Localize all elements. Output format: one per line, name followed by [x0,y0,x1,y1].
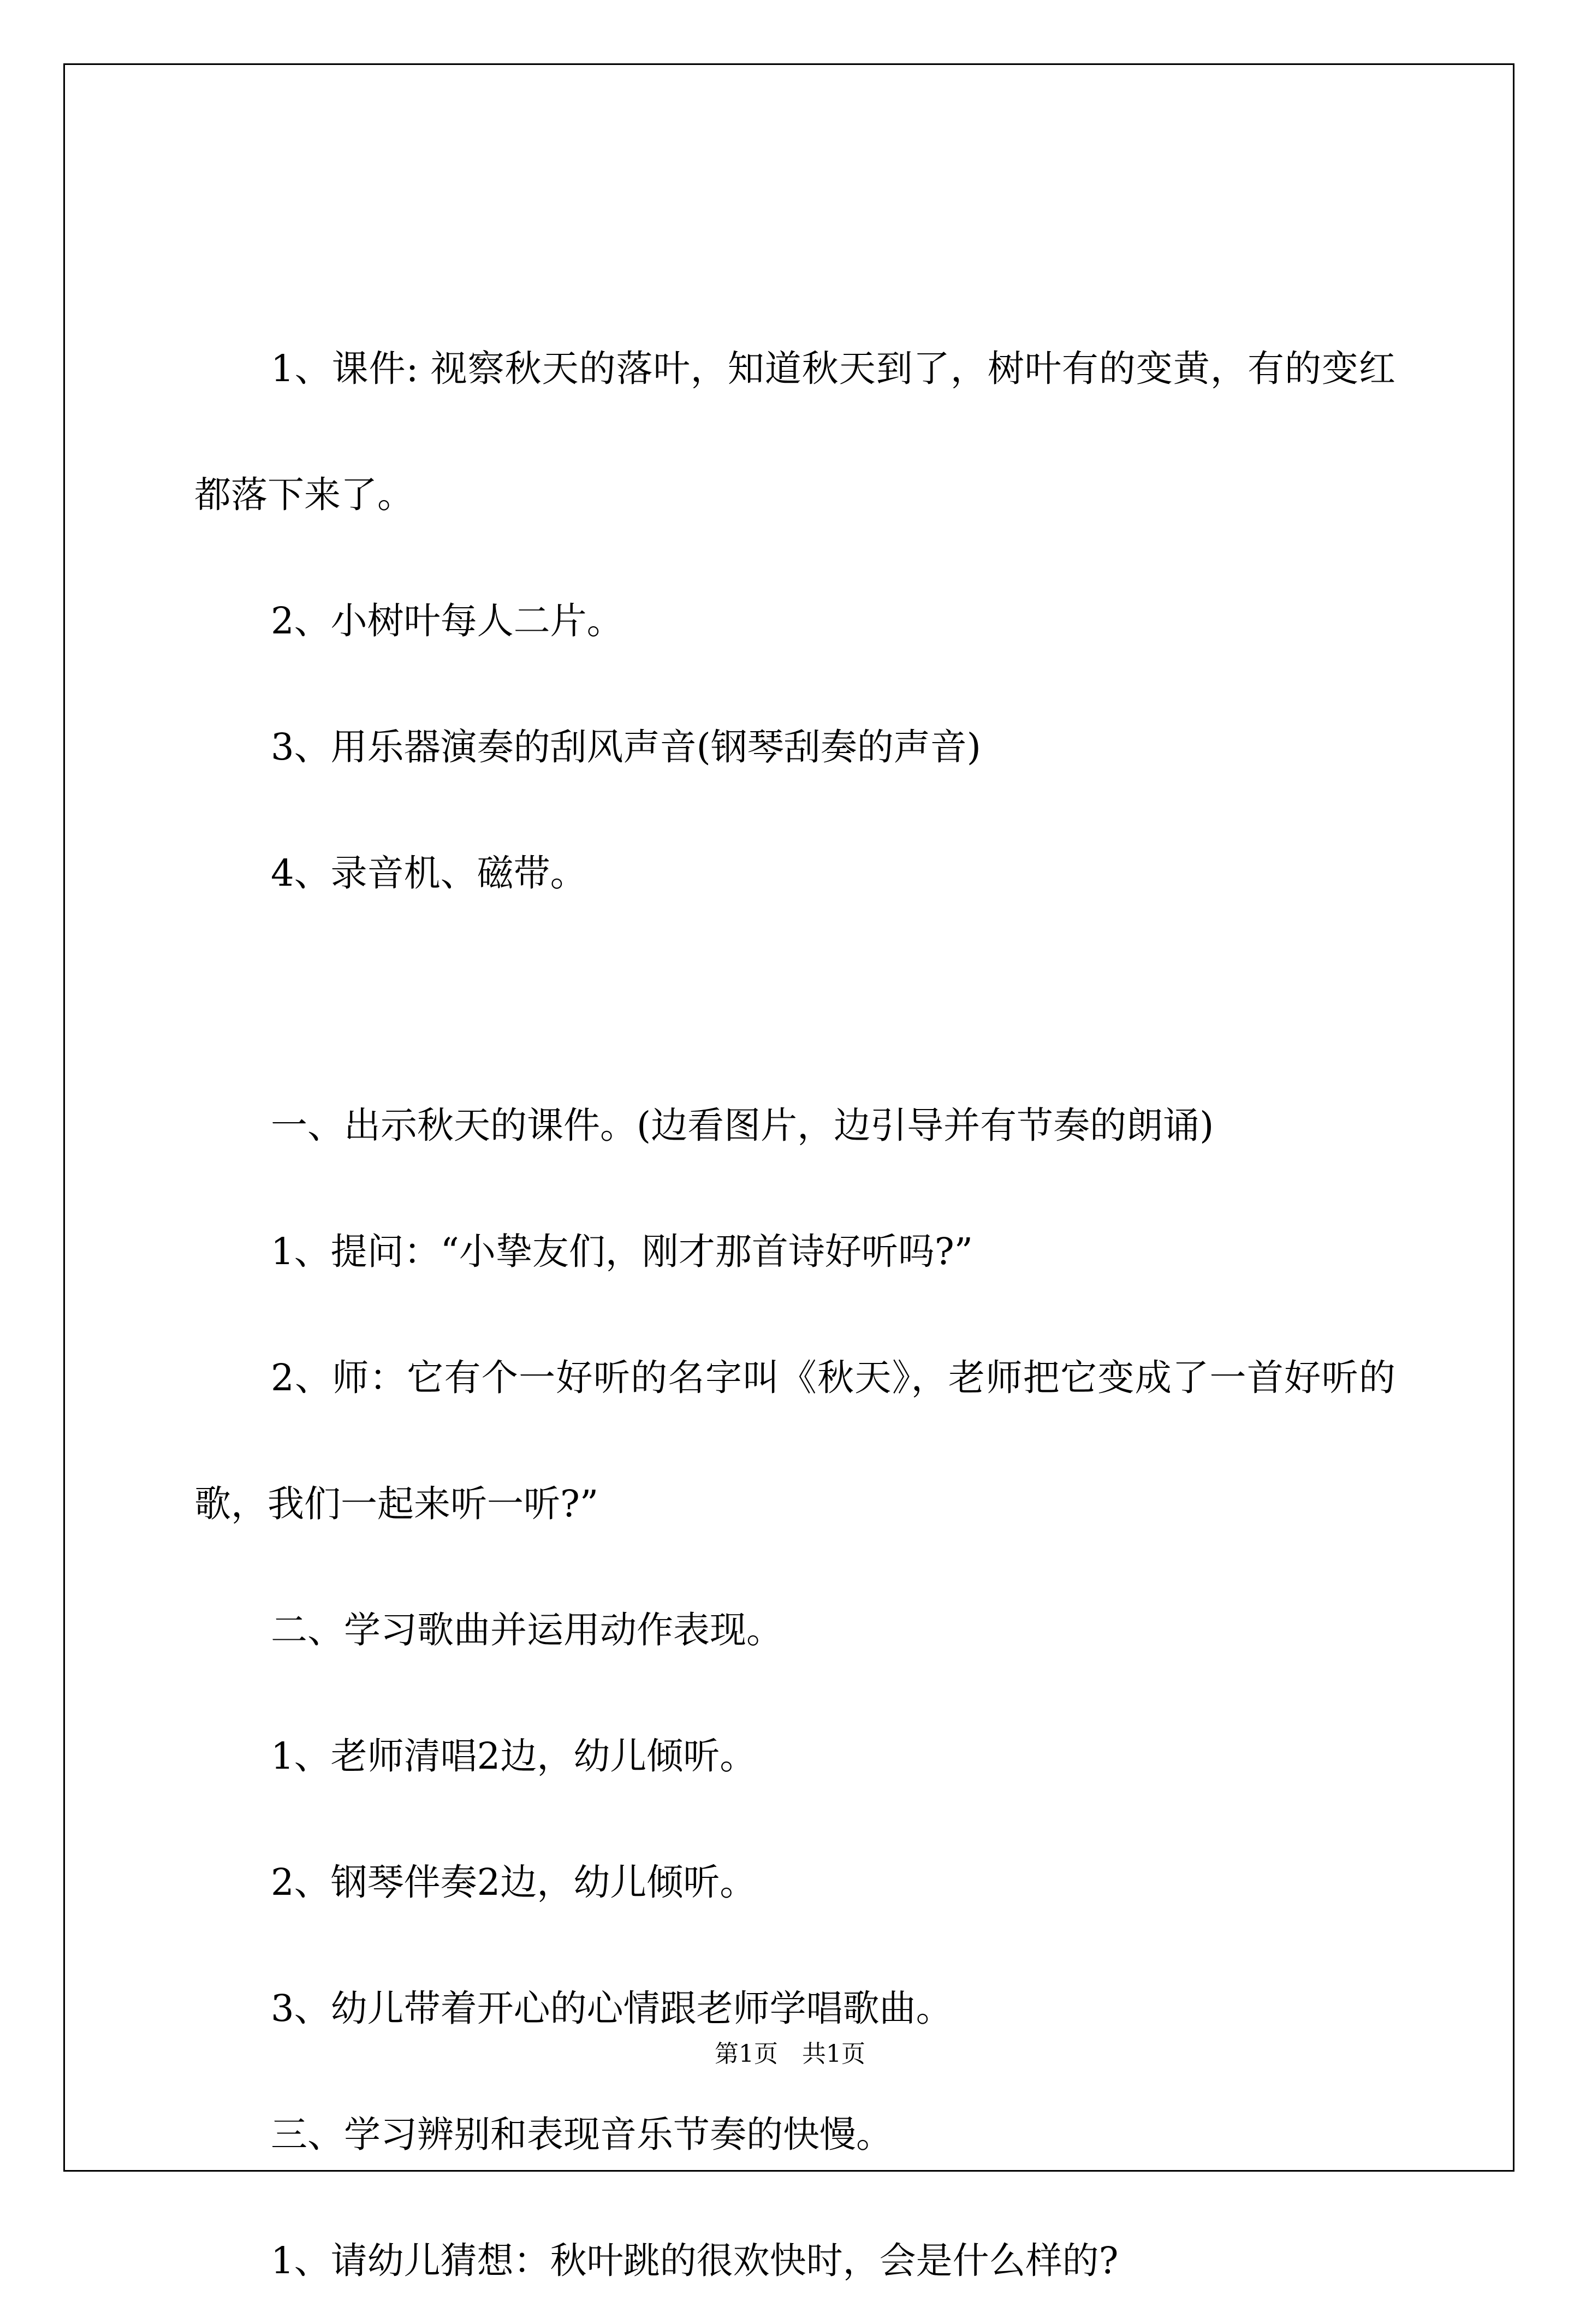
page-footer: 第1页 共1页 [715,2040,865,2068]
paragraph: 4、录音机、磁带。 [271,852,587,894]
paragraph: 1、老师清唱2边，幼儿倾听。 [271,1735,757,1777]
paragraph: 3、幼儿带着开心的心情跟老师学唱歌曲。 [271,1987,953,2030]
document-body [194,306,1395,2324]
paragraph: 2、小树叶每人二片。 [271,600,623,642]
paragraph: 一、出示秋天的课件。(边看图片，边引导并有节奏的朗诵) [271,1104,1214,1147]
paragraph: 1、提问：“小挚友们，刚才那首诗好听吗?” [271,1230,973,1273]
paragraph: 2、钢琴伴奏2边，幼儿倾听。 [271,1861,757,1904]
section-gap [194,936,1395,1063]
paragraph: 1、课件: 视察秋天的落叶，知道秋天到了，树叶有的变黄，有的变红都落下来了。 [194,347,1395,516]
paragraph: 2、师：它有个一好听的名字叫《秋天》，老师把它变成了一首好听的歌，我们一起来听一听?” [194,1356,1395,1525]
paragraph: 三、学习辨别和表现音乐节奏的快慢。 [271,2113,893,2156]
paragraph: 二、学习歌曲并运用动作表现。 [271,1609,783,1651]
paragraph: 1、请幼儿猜想：秋叶跳的很欢快时，会是什么样的? [271,2239,1119,2282]
paragraph: 3、用乐器演奏的刮风声音(钢琴刮奏的声音) [271,726,981,768]
